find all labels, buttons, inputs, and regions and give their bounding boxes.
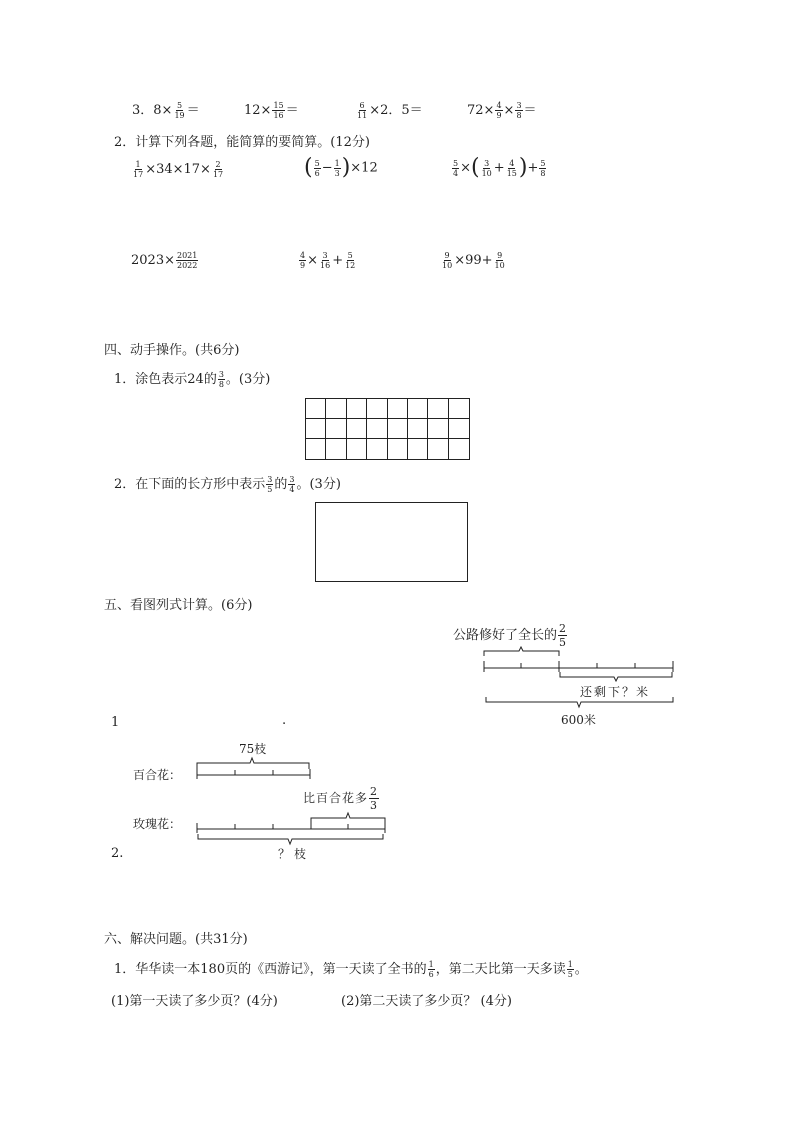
sec4-title: 四、动手操作。(共6分) [104, 343, 240, 358]
sec5-number-2: 2. [111, 846, 124, 861]
expr-1-1: 3．8× $\frac{5}{19}$ ＝ [132, 101, 200, 120]
road-remaining-label: 还剩下？米 [580, 685, 651, 699]
rose-total-label: ？枝 [278, 847, 311, 861]
rose-more-label: 比百合花多 $\frac{2}{3}$ [303, 785, 379, 812]
expr-1-3: $\frac{6}{11}$ ×2．5＝ [357, 101, 423, 120]
sec4-q1: 1．涂色表示24的 $\frac{3}{8}$ 。(3分) [114, 370, 271, 389]
expr-1-2: 12× $\frac{15}{16}$ ＝ [244, 101, 299, 120]
lily-total-label: 75枝 [239, 742, 267, 756]
expr-2-1: $\frac{1}{17}$ ×34×17× $\frac{2}{17}$ [133, 160, 224, 179]
lily-label: 百合花： [133, 768, 182, 782]
sec4-q2: 2．在下面的长方形中表示 $\frac{3}{5}$ 的 $\frac{3}{4}$ 。(3分) [114, 475, 341, 494]
sec6-sub-2: (2)第二天读了多少页？ (4分) [341, 994, 512, 1009]
sec6-sub-1: (1)第一天读了多少页？(4分) [111, 994, 278, 1009]
expr-2-5: $\frac{4}{9}$ × $\frac{3}{16}$ + $\frac{5}{12}$ [300, 251, 356, 270]
road-label: 公路修好了全长的 $\frac{2}{5}$ [453, 622, 567, 649]
road-total-label: 600米 [561, 713, 596, 727]
sec6-title: 六、解决问题。(共31分) [104, 932, 248, 947]
sec5-title: 五、看图列式计算。(6分) [104, 598, 253, 613]
q2-title: 2．计算下列各题，能简算的要简算。(12分) [114, 135, 370, 150]
rose-label: 玫瑰花： [133, 817, 182, 831]
expr-2-4: 2023× $\frac{2021}{2022}$ [131, 251, 198, 270]
sec5-number-1: 1 [111, 715, 120, 730]
sec5-dot: . [282, 713, 287, 728]
expr-2-6: $\frac{9}{10}$ ×99+ $\frac{9}{10}$ [442, 251, 505, 270]
sec6-q1: 1．华华读一本180页的《西游记》，第一天读了全书的 $\frac{1}{6}$ ，第二天比第一天多读 $\frac{1}{5}$ 。 [114, 960, 588, 979]
expr-2-2: ( $\frac{5}{6}$ − $\frac{1}{3}$ )×12 [304, 155, 378, 180]
expr-2-3: $\frac{5}{4}$ ×( $\frac{3}{10}$ + $\frac{4}{15}$ )+ $\frac{5}{8}$ [453, 155, 546, 180]
expr-1-4: 72× $\frac{4}{9}$ × $\frac{3}{8}$ ＝ [467, 101, 537, 120]
